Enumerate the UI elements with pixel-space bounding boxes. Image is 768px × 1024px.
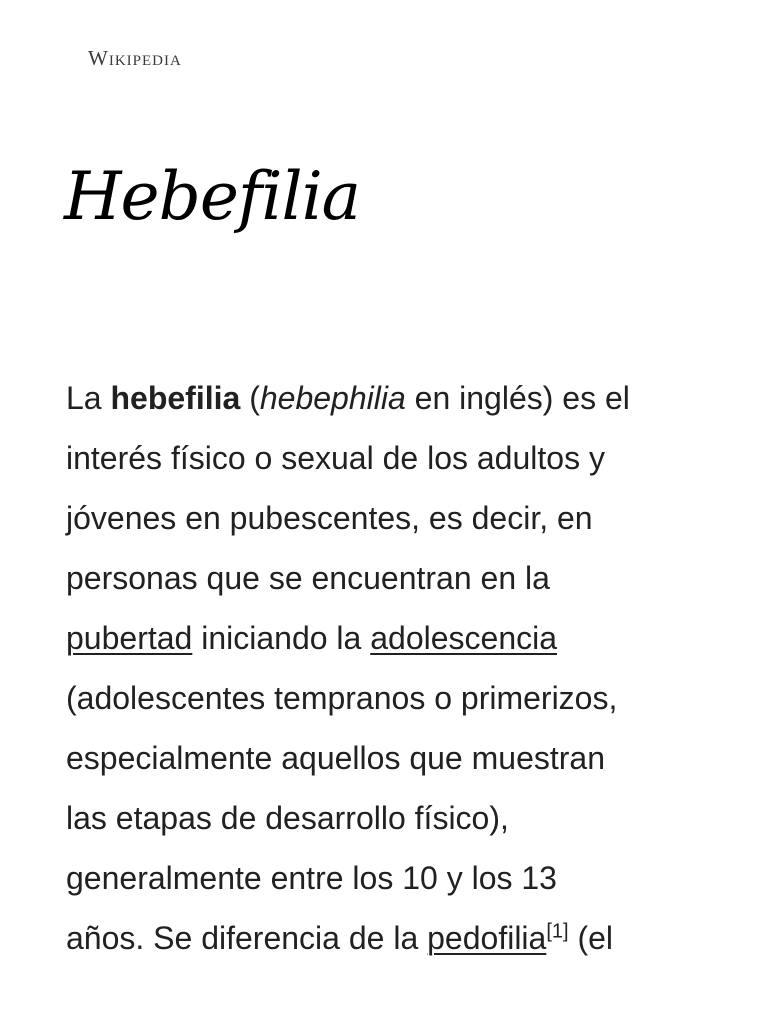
reference-sup [546, 920, 568, 942]
text-segment: (el [568, 920, 614, 956]
text-segment: (adolescentes tempranos o primerizos, [66, 680, 618, 716]
text-segment: años. Se diferencia de la [66, 920, 428, 956]
text-segment: interés físico o sexual de los adultos y [66, 440, 605, 476]
bold-term: hebefilia [110, 380, 241, 416]
italic-term: hebephilia [259, 380, 406, 416]
link-pubertad[interactable]: pubertad [66, 620, 193, 656]
intro-paragraph [66, 368, 706, 968]
text-line [66, 548, 706, 608]
link-pedofilia[interactable]: pedofilia [427, 920, 547, 956]
text-segment: ( [240, 380, 260, 416]
article-content [66, 368, 706, 968]
text-line [66, 728, 706, 788]
wikipedia-wordmark[interactable]: Wikipedia [88, 46, 182, 70]
text-line [66, 908, 706, 968]
text-segment: las etapas de desarrollo físico), [66, 800, 509, 836]
page-title: Hebefilia [64, 158, 361, 235]
text-line [66, 428, 706, 488]
link-adolescencia[interactable]: adolescencia [370, 620, 558, 656]
text-segment: iniciando la [192, 620, 371, 656]
text-segment: jóvenes en pubescentes, es decir, en [66, 500, 593, 536]
text-line [66, 608, 706, 668]
header [88, 44, 182, 76]
text-line [66, 488, 706, 548]
text-segment: personas que se encuentran en la [66, 560, 550, 596]
text-segment: generalmente entre los 10 y los 13 [66, 860, 557, 896]
text-line [66, 368, 706, 428]
text-line [66, 788, 706, 848]
text-segment: especialmente aquellos que muestran [66, 740, 605, 776]
reference-link[interactable]: [1] [546, 920, 569, 943]
text-line [66, 848, 706, 908]
text-segment: La [66, 380, 111, 416]
text-line [66, 668, 706, 728]
text-segment: en inglés) es el [405, 380, 630, 416]
